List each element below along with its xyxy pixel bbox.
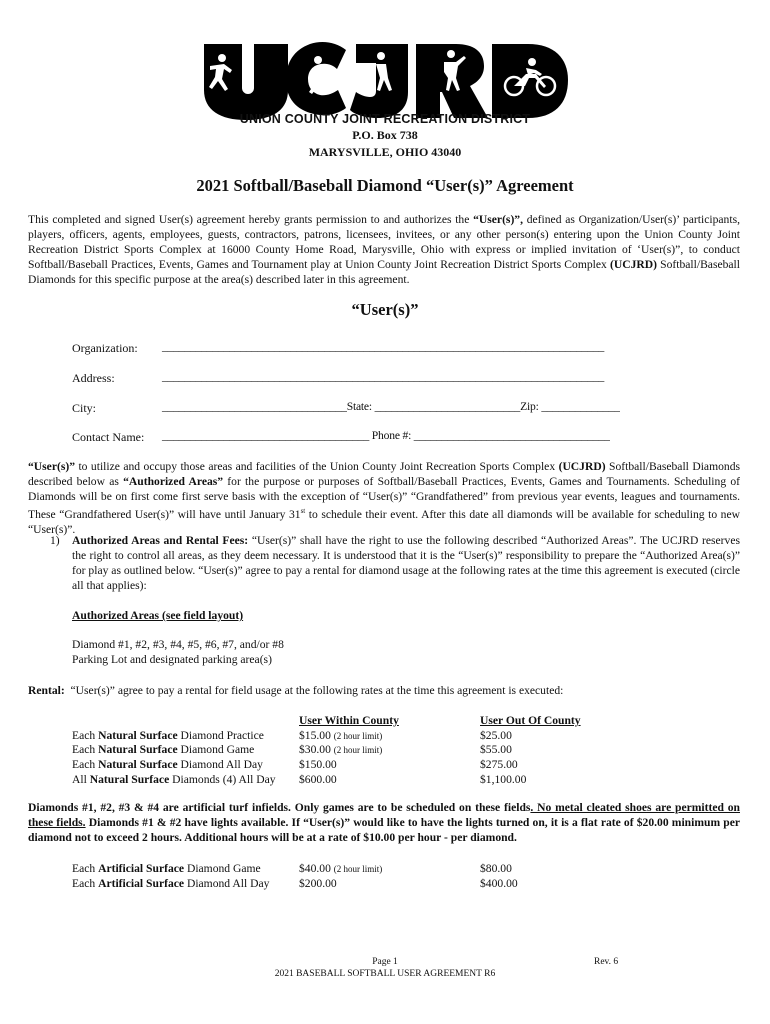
address-field[interactable]: _______________________________________________________________________________: [162, 370, 605, 383]
turf-text-2: Diamonds #1 & #2 have lights available. If “User(s)” would like to have the lights turned on, it is a flat rate of $20.00 minimum per diamond not to exceed 2 hours. Additional hours will be at a rate of $10.00 per hour - per diamond.: [28, 816, 741, 844]
table-row: Each Artificial Surface Diamond Game: [72, 862, 261, 875]
address-line-2: MARYSVILLE, OHIO 43040: [308, 145, 462, 159]
intro-paragraph: [28, 212, 740, 287]
address-label: Address:: [72, 371, 115, 385]
table-cell-out: $80.00: [480, 862, 512, 875]
organization-field[interactable]: _______________________________________________________________________________: [162, 340, 605, 353]
table-row: All Natural Surface Diamonds (4) All Day: [72, 773, 276, 786]
intro-text-1: This completed and signed User(s) agreement hereby grants permission to and authorizes the: [28, 213, 474, 226]
table-cell-within: $15.00 (2 hour limit): [299, 729, 383, 742]
footer-document-name: 2021 BASEBALL SOFTBALL USER AGREEMENT R6: [274, 969, 496, 979]
section-1-heading: Authorized Areas and Rental Fees:: [72, 534, 249, 547]
usage-text-1: to utilize and occupy those areas and facilities of the Union County Joint Recreation Sports Complex: [75, 460, 559, 473]
district-name: UNION COUNTY JOINT RECREATION DISTRICT: [239, 112, 531, 126]
ucjrd-logo-graphic: [196, 36, 574, 120]
section-1-paragraph: [72, 533, 740, 593]
table-row: Each Natural Surface Diamond Game: [72, 743, 255, 756]
intro-text-2: defined as Organization/User(s)’ participants, players, officers, agents, employees, guests, contractors, patrons, licensees, invitees, or any other person(s) entering upon the Union County Joint Recreation District Sports Complex at 16000 County Home Road, Marysville, Ohio with express or implied invitation of ‘User(s)”, to conduct Softball/Baseball Practices, Events, Games and Tournament play at Union County Joint Recreation District Sports Complex: [28, 213, 740, 271]
rental-text: “User(s)” agree to pay a rental for field usage at the following rates at the time this agreement is executed:: [64, 684, 564, 697]
intro-ucjrd-term: (UCJRD): [609, 258, 657, 271]
turf-paragraph: [28, 800, 740, 845]
contact-name-label: Contact Name:: [72, 430, 145, 444]
contact-phone-field[interactable]: _____________________________________ Phone #: ___________________________________: [162, 429, 610, 442]
usage-paragraph: [28, 459, 740, 537]
table-cell-out: $55.00: [480, 743, 512, 756]
turf-no-metal-cleats: . No metal cleated shoes are permitted on these fields.: [28, 801, 740, 829]
table-cell-out: $1,100.00: [480, 773, 527, 786]
table-row: Each Artificial Surface Diamond All Day: [72, 877, 270, 890]
usage-text-4: to schedule their event. After this date all diamonds will be available for scheduling to new “User(s)”.: [28, 507, 740, 536]
ucjrd-logo: [196, 36, 574, 120]
table-cell-within: $600.00: [299, 773, 337, 786]
table-cell-within: $40.00 (2 hour limit): [299, 862, 383, 875]
table-cell-within: $30.00 (2 hour limit): [299, 743, 383, 756]
organization-label: Organization:: [72, 341, 138, 355]
address-line-1: P.O. Box 738: [352, 128, 418, 142]
turf-text-1: Diamonds #1, #2, #3 & #4 are artificial turf infields. Only games are to be scheduled on these fields: [28, 801, 531, 814]
footer-page-number: Page 1: [372, 957, 398, 967]
usage-text-2: Softball/Baseball Diamonds described below as: [28, 460, 740, 488]
col-out-of-county: User Out Of County: [480, 714, 581, 727]
authorized-diamonds: Diamond #1, #2, #3, #4, #5, #6, #7, and/or #8: [72, 638, 284, 651]
table-cell-out: $275.00: [480, 758, 518, 771]
usage-users-term: “User(s)”: [28, 460, 76, 473]
document-title: 2021 Softball/Baseball Diamond “User(s)” Agreement: [196, 176, 574, 195]
table-row: Each Natural Surface Diamond All Day: [72, 758, 263, 771]
users-heading: “User(s)”: [351, 300, 419, 319]
usage-superscript: st: [300, 507, 306, 515]
authorized-parking: Parking Lot and designated parking area(s): [72, 653, 272, 666]
footer-revision: Rev. 6: [594, 957, 619, 967]
table-row: Each Natural Surface Diamond Practice: [72, 729, 264, 742]
usage-text-3: for the purpose or purposes of Softball/Baseball Practices, Events, Games and Tournaments. Scheduling of Diamonds will be on first come first serve basis with the exception of “User(s)” “Grandfathered” from previous year events, leagues and tournaments. These “Grandfathered User(s)” will have until January 31: [28, 475, 740, 521]
intro-users-term: “User(s)”,: [473, 213, 523, 226]
authorized-areas-heading: Authorized Areas (see field layout): [72, 609, 244, 622]
table-cell-within: $200.00: [299, 877, 337, 890]
city-label: City:: [72, 401, 97, 415]
usage-ucjrd-term: (UCJRD): [558, 460, 606, 473]
col-within-county: User Within County: [299, 714, 399, 727]
usage-authorized-areas-term: “Authorized Areas”: [123, 475, 224, 488]
section-1-number: 1): [50, 534, 60, 547]
rental-line: [28, 683, 563, 698]
table-cell-out: $25.00: [480, 729, 512, 742]
rental-label: Rental:: [28, 684, 65, 697]
table-cell-out: $400.00: [480, 877, 518, 890]
intro-text-3: Softball/Baseball Diamonds for this specific purpose at the area(s) described later in this agreement.: [28, 258, 740, 286]
city-state-zip-field[interactable]: _________________________________State: __________________________Zip: ______________: [162, 400, 620, 413]
section-1-text: “User(s)” shall have the right to use the following described “Authorized Areas”. The UCJRD reserves the right to control all areas, as they deem necessary. It is understood that it is the “User(s)” responsibility to prepare the “Authorized Area(s)” for play as outlined below. “User(s)” agree to pay a rental for diamond usage at the following rates at the time this agreement is executed (circle all that applies):: [72, 534, 740, 592]
table-cell-within: $150.00: [299, 758, 337, 771]
